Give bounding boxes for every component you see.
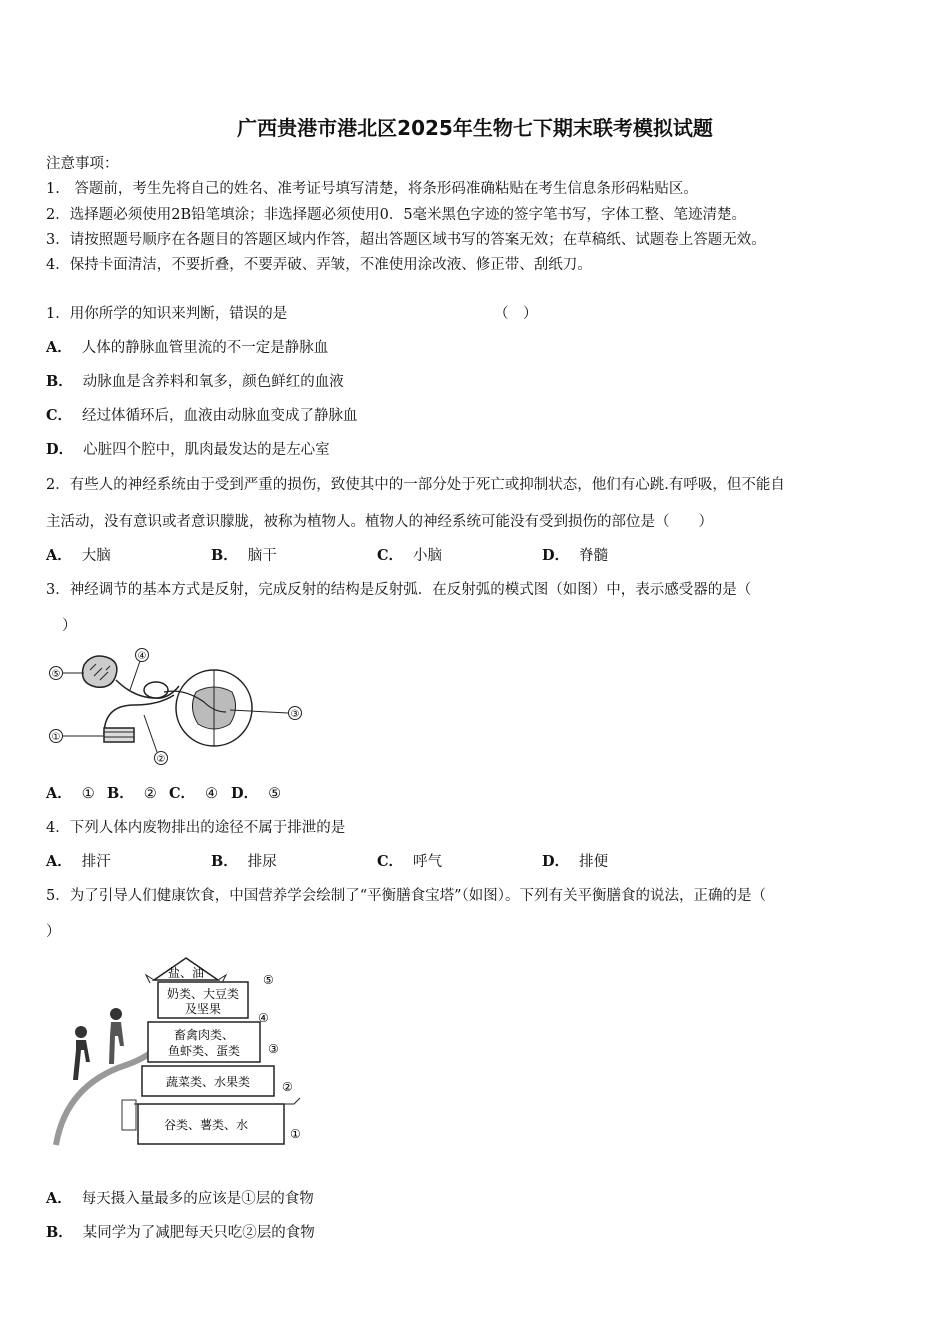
q1-option-a xyxy=(46,336,328,357)
note-item: 1. 答题前，考生先将自己的姓名、准考证号填写清楚，将条形码准确粘贴在考生信息条形码粘贴区。 xyxy=(46,181,698,197)
option-label: D． xyxy=(542,547,570,564)
option-text: 排便 xyxy=(579,854,609,870)
pagoda-layer-3-line2: 鱼虾类、蛋类 xyxy=(167,1044,241,1058)
option-text: 大脑 xyxy=(81,548,111,564)
pagoda-mark-4: ④ xyxy=(258,1011,269,1025)
q4-option-c xyxy=(377,850,442,871)
option-text: ① xyxy=(81,786,95,802)
answer-paren: （ ） xyxy=(494,306,538,322)
option-text: ⑤ xyxy=(268,786,282,802)
q3-option-a xyxy=(46,782,95,803)
q1-option-d xyxy=(46,438,330,459)
q4-option-b xyxy=(211,850,277,871)
option-label: D． xyxy=(46,441,74,458)
option-label: A． xyxy=(46,547,72,564)
q3-option-d xyxy=(231,782,281,803)
option-text: ② xyxy=(143,786,157,802)
page-title: 广西贵港市港北区2025年生物七下期末联考模拟试题 xyxy=(237,116,713,140)
q3-option-c xyxy=(169,782,218,803)
q4-option-d xyxy=(542,850,608,871)
question-2-stem-line2: 主活动，没有意识或者意识朦胧，被称为植物人。植物人的神经系统可能没有受到损伤的部位是（ ） xyxy=(46,514,713,530)
option-label: B． xyxy=(211,547,238,564)
option-text: 人体的静脉血管里流的不一定是静脉血 xyxy=(81,340,329,356)
figure-label-5: ⑤ xyxy=(51,669,61,680)
option-text: 排尿 xyxy=(247,854,277,870)
q4-option-a xyxy=(46,850,111,871)
option-text: 小脑 xyxy=(413,548,443,564)
option-label: B． xyxy=(107,785,134,802)
q2-option-d xyxy=(542,544,608,565)
q2-option-c xyxy=(377,544,442,565)
option-text: 呼气 xyxy=(413,854,443,870)
option-label: A． xyxy=(46,785,72,802)
option-label: A． xyxy=(46,1190,72,1207)
question-5-stem-line1: 5．为了引导人们健康饮食，中国营养学会绘制了“平衡膳食宝塔”（如图）。下列有关平衡膳食的说法，正确的是（ xyxy=(46,888,767,904)
pagoda-mark-3: ③ xyxy=(268,1042,279,1056)
question-1-stem xyxy=(46,302,646,323)
option-text: ④ xyxy=(205,786,219,802)
pagoda-layer-4-line1: 奶类、大豆类 xyxy=(166,987,240,1001)
q1-option-c xyxy=(46,404,358,425)
question-2-stem-line1: 2．有些人的神经系统由于受到严重的损伤，致使其中的一部分处于死亡或抑制状态，他们有心跳.有呼吸，但不能自 xyxy=(46,477,785,493)
figure-label-3: ③ xyxy=(290,709,300,720)
question-3-stem-line1: 3．神经调节的基本方式是反射，完成反射的结构是反射弧．在反射弧的模式图（如图）中，表示感受器的是（ xyxy=(46,582,752,598)
q2-option-a xyxy=(46,544,111,565)
reflex-arc-figure xyxy=(44,640,309,775)
option-label: C． xyxy=(46,407,73,424)
question-4-stem: 4．下列人体内废物排出的途径不属于排泄的是 xyxy=(46,820,346,836)
option-label: C． xyxy=(169,785,196,802)
pagoda-layer-2: 蔬菜类、水果类 xyxy=(165,1075,251,1089)
notes-heading: 注意事项： xyxy=(46,156,119,172)
option-label: B． xyxy=(46,373,73,390)
pagoda-mark-1: ① xyxy=(290,1127,301,1141)
question-3-stem-line2: ） xyxy=(62,618,77,634)
option-text: 脊髓 xyxy=(579,548,609,564)
q3-option-b xyxy=(107,782,157,803)
figure-label-1: ① xyxy=(51,732,61,743)
question-5-stem-line2: ） xyxy=(46,924,61,940)
q2-option-b xyxy=(211,544,277,565)
q5-option-b xyxy=(46,1221,315,1242)
option-text: 经过体循环后，血液由动脉血变成了静脉血 xyxy=(82,408,358,424)
option-label: A． xyxy=(46,339,72,356)
figure-label-4: ④ xyxy=(137,651,147,662)
option-text: 某同学为了减肥每天只吃②层的食物 xyxy=(82,1225,315,1241)
pagoda-layer-1: 谷类、薯类、水 xyxy=(163,1118,249,1132)
option-text: 脑干 xyxy=(247,548,277,564)
option-text: 动脉血是含养料和氧多，颜色鲜红的血液 xyxy=(82,374,344,390)
food-pagoda-figure xyxy=(46,950,316,1155)
question-stem-text: 1．用你所学的知识来判断，错误的是 xyxy=(46,306,288,322)
note-item: 4．保持卡面清洁，不要折叠，不要弄破、弄皱，不准使用涂改液、修正带、刮纸刀。 xyxy=(46,257,592,273)
note-item: 3．请按照题号顺序在各题目的答题区域内作答，超出答题区域书写的答案无效；在草稿纸、试题卷上答题无效。 xyxy=(46,232,766,248)
option-text: 排汗 xyxy=(81,854,111,870)
option-label: D． xyxy=(231,785,259,802)
pagoda-mark-5: ⑤ xyxy=(263,973,274,987)
option-text: 每天摄入量最多的应该是①层的食物 xyxy=(81,1191,314,1207)
option-text: 心脏四个腔中，肌肉最发达的是左心室 xyxy=(83,442,330,458)
note-item: 2．选择题必须使用2B铅笔填涂；非选择题必须使用0．5毫米黑色字迹的签字笔书写，字体工整、笔迹清楚。 xyxy=(46,207,747,223)
option-label: A． xyxy=(46,853,72,870)
option-label: C． xyxy=(377,853,404,870)
option-label: B． xyxy=(46,1224,73,1241)
q1-option-b xyxy=(46,370,344,391)
option-label: C． xyxy=(377,547,404,564)
option-label: B． xyxy=(211,853,238,870)
pagoda-mark-2: ② xyxy=(282,1080,293,1094)
pagoda-layer-4-line2: 及坚果 xyxy=(184,1002,222,1016)
q5-option-a xyxy=(46,1187,314,1208)
pagoda-layer-3-line1: 畜禽肉类、 xyxy=(173,1028,235,1042)
figure-label-2: ② xyxy=(156,754,166,765)
option-label: D． xyxy=(542,853,570,870)
pagoda-layer-5: 盐、油 xyxy=(167,966,205,980)
